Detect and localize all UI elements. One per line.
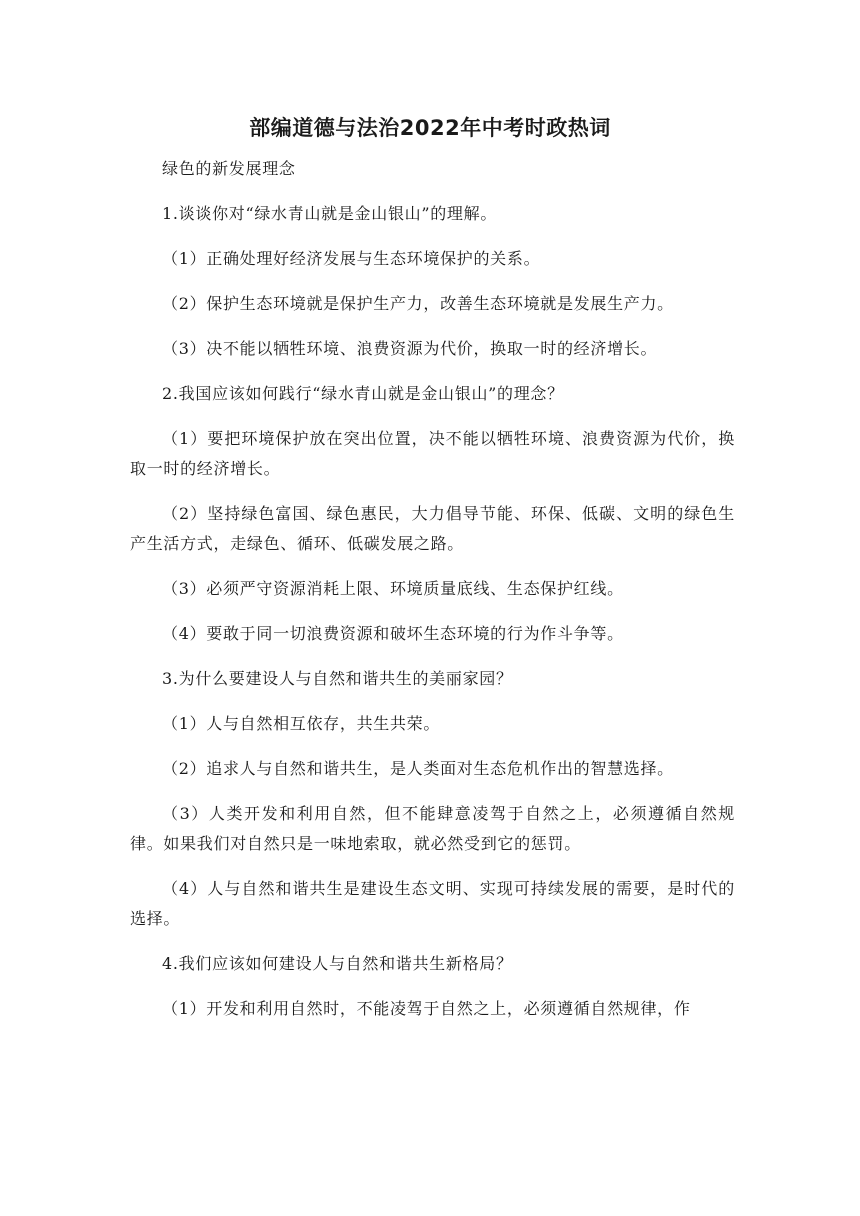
answer-1-1: （1）正确处理好经济发展与生态环境保护的关系。 xyxy=(162,249,541,268)
answer-2-2: （2）坚持绿色富国、绿色惠民，大力倡导节能、环保、低碳、文明的绿色生产生活方式，走绿色、循环、低碳发展之路。 xyxy=(130,504,735,553)
document-title: 部编道德与法治2022年中考时政热词 xyxy=(249,116,611,140)
answer-3-1: （1）人与自然相互依存，共生共荣。 xyxy=(162,714,441,733)
answer-1-3: （3）决不能以牺牲环境、浪费资源为代价，换取一时的经济增长。 xyxy=(162,339,658,358)
answer-2-4: （4）要敢于同一切浪费资源和破坏生态环境的行为作斗争等。 xyxy=(162,624,624,643)
question-4: 4.我们应该如何建设人与自然和谐共生新格局？ xyxy=(162,954,513,973)
question-1: 1.谈谈你对“绿水青山就是金山银山”的理解。 xyxy=(162,204,498,223)
question-2: 2.我国应该如何践行“绿水青山就是金山银山”的理念？ xyxy=(162,384,564,403)
answer-3-4: （4）人与自然和谐共生是建设生态文明、实现可持续发展的需要，是时代的选择。 xyxy=(130,879,735,928)
answer-4-1: （1）开发和利用自然时，不能凌驾于自然之上，必须遵循自然规律，作 xyxy=(162,999,691,1018)
question-3: 3.为什么要建设人与自然和谐共生的美丽家园？ xyxy=(162,669,513,688)
answer-2-3: （3）必须严守资源消耗上限、环境质量底线、生态保护红线。 xyxy=(162,579,624,598)
section-heading: 绿色的新发展理念 xyxy=(162,159,296,178)
document-body xyxy=(130,154,735,1039)
answer-3-3: （3）人类开发和利用自然，但不能肆意凌驾于自然之上，必须遵循自然规律。如果我们对自然只是一味地索取，就必然受到它的惩罚。 xyxy=(130,804,735,853)
answer-3-2: （2）追求人与自然和谐共生，是人类面对生态危机作出的智慧选择。 xyxy=(162,759,674,778)
answer-2-1: （1）要把环境保护放在突出位置，决不能以牺牲环境、浪费资源为代价，换取一时的经济增长。 xyxy=(130,429,735,478)
answer-1-2: （2）保护生态环境就是保护生产力，改善生态环境就是发展生产力。 xyxy=(162,294,674,313)
